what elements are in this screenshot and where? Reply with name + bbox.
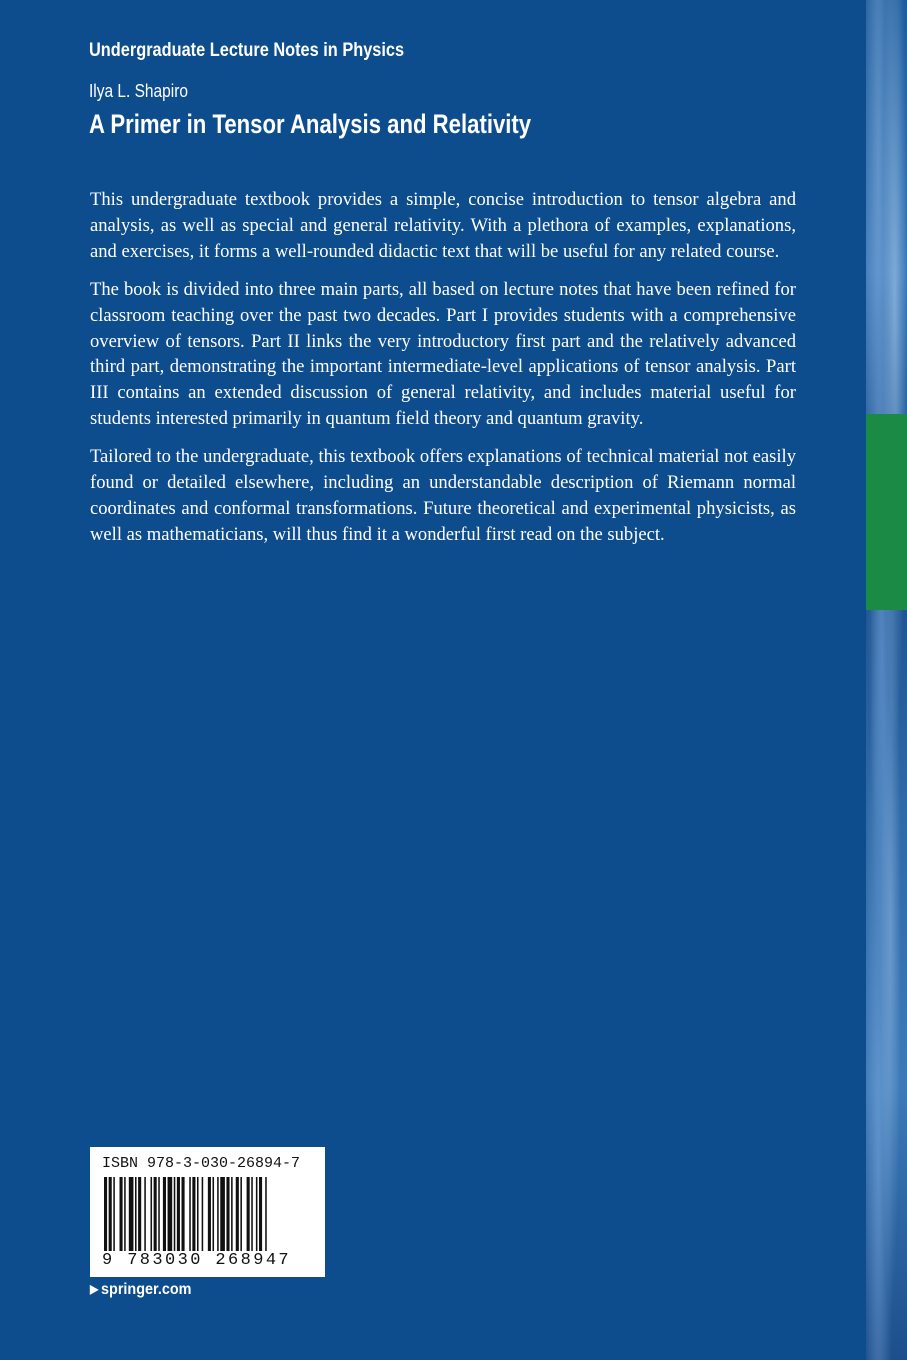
barcode-bar — [247, 1177, 250, 1257]
barcode-box — [90, 1147, 325, 1277]
accent-band — [866, 414, 907, 610]
barcode-bar — [265, 1177, 267, 1257]
barcode-bar — [104, 1177, 107, 1257]
barcode-bar — [213, 1177, 215, 1257]
barcode-bar — [163, 1177, 166, 1257]
blurb-paragraph: The book is divided into three main parts, all based on lecture notes that have been refined for classroom teaching over the past two decades. Part I provides students with a comprehensive overview of tensors. Part II links the very introductory first part and the relatively advanced third part, demonstrating the important intermediate-level applications of tensor analysis. Part III contains an extended discussion of general relativity, and includes material useful for students interested primarily in quantum field theory and quantum gravity. — [90, 278, 796, 430]
decorative-photo-strip — [866, 0, 907, 1360]
barcode-bar — [231, 1177, 233, 1257]
barcode-digits: 9 783030 268947 — [102, 1251, 292, 1270]
barcode-bar — [208, 1177, 211, 1257]
blurb-paragraph: This undergraduate textbook provides a simple, concise introduction to tensor algebra and analysis, as well as special and general relativity. With a plethora of examples, explanations, and exercises, it forms a well-rounded didactic text that will be useful for any related course. — [90, 189, 796, 262]
barcode-bar — [202, 1177, 204, 1257]
barcode-bar — [240, 1177, 242, 1257]
barcode-bar — [158, 1177, 160, 1257]
publisher-url: springer.com — [101, 1281, 192, 1298]
isbn-label: ISBN 978-3-030-26894-7 — [102, 1155, 301, 1172]
barcode-bar — [138, 1177, 141, 1257]
barcode-bar — [226, 1177, 229, 1257]
barcode-bar — [182, 1177, 185, 1257]
blurb-paragraph: Tailored to the undergraduate, this textbook offers explanations of technical material not easily found or detailed elsewhere, including an understandable description of Riemann normal coordinates and conformal transformations. Future theoretical and experimental physicists, as well as mathematicians, will thus find it a wonderful first read on the subject. — [90, 446, 796, 545]
barcode-bar — [120, 1177, 123, 1257]
triangle-right-icon: ▶ — [90, 1282, 99, 1296]
barcode-bar — [135, 1177, 137, 1257]
barcode-bar — [129, 1177, 134, 1257]
barcode-bar — [251, 1177, 253, 1257]
barcode-icon — [104, 1177, 311, 1257]
publisher-link[interactable] — [90, 1281, 191, 1299]
barcode-bar — [154, 1177, 157, 1257]
book-title: A Primer in Tensor Analysis and Relativity — [89, 109, 532, 139]
barcode-bar — [217, 1177, 219, 1257]
barcode-bar — [174, 1177, 176, 1257]
barcode-bar — [189, 1177, 191, 1257]
barcode-bar — [144, 1177, 146, 1257]
barcode-bar — [256, 1177, 258, 1257]
barcode-bar — [192, 1177, 195, 1257]
barcode-bar — [124, 1177, 126, 1257]
author-name: Ilya L. Shapiro — [89, 81, 188, 101]
barcode-bar — [236, 1177, 239, 1257]
barcode-bar — [168, 1177, 173, 1257]
barcode-bar — [177, 1177, 180, 1257]
barcode-bar — [151, 1177, 153, 1257]
barcode-bar — [113, 1177, 115, 1257]
series-title: Undergraduate Lecture Notes in Physics — [89, 40, 405, 61]
barcode-bar — [220, 1177, 225, 1257]
blurb-text — [90, 187, 796, 560]
barcode-bar — [259, 1177, 262, 1257]
barcode-bar — [109, 1177, 112, 1257]
barcode-bar — [197, 1177, 199, 1257]
